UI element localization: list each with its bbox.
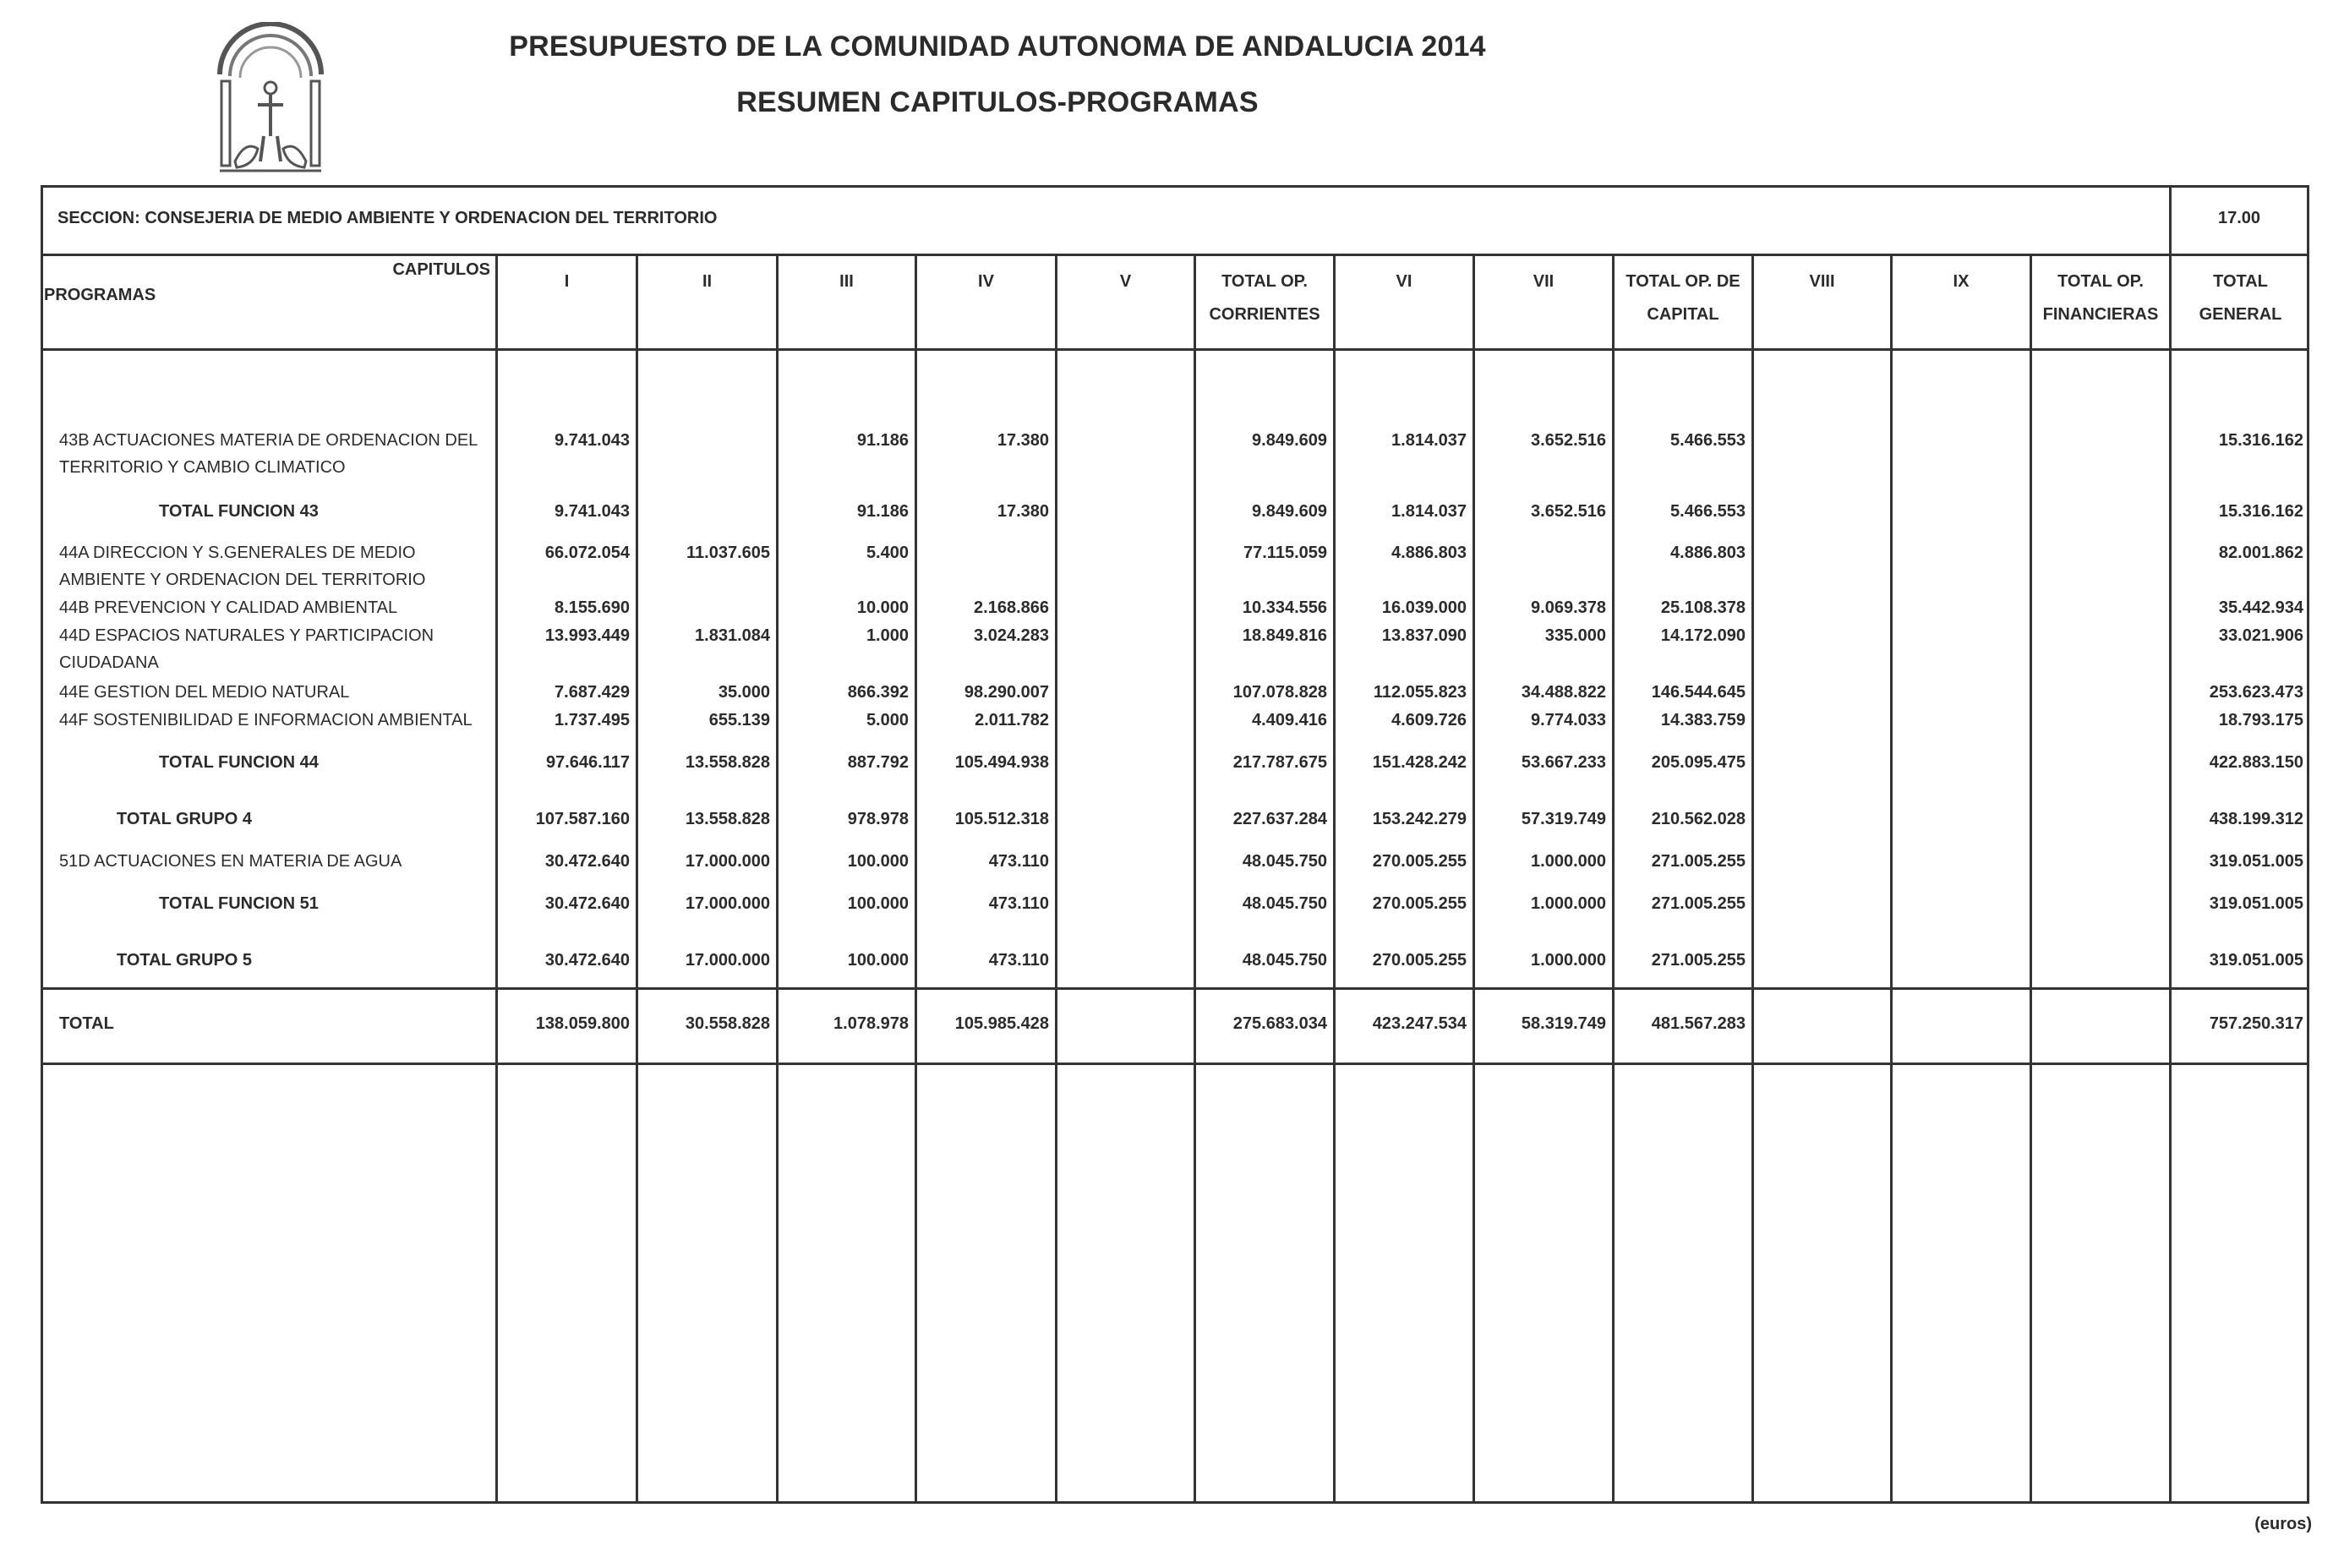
row-value-c4: 473.110 — [988, 951, 1049, 970]
row-label-continued: AMBIENTE Y ORDENACION DEL TERRITORIO — [59, 571, 426, 589]
row-value-c6: 48.045.750 — [1242, 951, 1327, 970]
row-value-c1: 7.687.429 — [555, 683, 630, 702]
row-value-c1: 138.059.800 — [535, 1014, 630, 1033]
header-col-total-general-1: TOTAL — [2213, 272, 2268, 291]
header-col-V: V — [1119, 272, 1132, 291]
header-col-III: III — [839, 272, 854, 291]
row-value-c4: 2.011.782 — [975, 711, 1049, 729]
row-value-c4: 3.024.283 — [974, 626, 1049, 645]
row-value-c9: 4.886.803 — [1670, 544, 1746, 562]
header-col-total-op-corrientes-2: CORRIENTES — [1209, 305, 1320, 324]
header-col-total-op-financieras-2: FINANCIERAS — [2042, 305, 2159, 324]
row-value-c9: 146.544.645 — [1651, 683, 1746, 702]
row-value-c3: 91.186 — [856, 431, 909, 450]
col-divider — [1055, 254, 1057, 1504]
row-value-c2: 17.000.000 — [685, 894, 770, 913]
header-col-VI: VI — [1396, 272, 1412, 291]
row-value-c9: 14.172.090 — [1660, 626, 1746, 645]
header-col-I: I — [564, 272, 570, 291]
row-value-c13: 35.442.934 — [2218, 598, 2303, 617]
row-value-c9: 205.095.475 — [1651, 753, 1746, 772]
row-value-c1: 9.741.043 — [555, 431, 630, 450]
header-capitulos: CAPITULOS — [392, 260, 490, 279]
row-value-c3: 10.000 — [856, 598, 909, 617]
row-value-c7: 4.609.726 — [1391, 711, 1467, 729]
row-label: 44A DIRECCION Y S.GENERALES DE MEDIO — [59, 544, 416, 562]
row-value-c1: 1.737.495 — [555, 711, 630, 729]
row-value-c6: 10.334.556 — [1242, 598, 1327, 617]
header-col-total-op-capital-1: TOTAL OP. DE — [1626, 272, 1740, 291]
row-value-c6: 48.045.750 — [1242, 894, 1327, 913]
row-value-c4: 17.380 — [997, 502, 1049, 521]
divider-header — [41, 348, 2309, 351]
row-label: 51D ACTUACIONES EN MATERIA DE AGUA — [59, 852, 402, 871]
col-divider — [1890, 254, 1893, 1504]
row-value-c4: 17.380 — [997, 431, 1049, 450]
row-value-c13: 15.316.162 — [2218, 431, 2303, 450]
divider-total-bottom — [41, 1063, 2309, 1065]
row-value-c3: 5.400 — [866, 544, 909, 562]
row-value-c8: 9.069.378 — [1531, 598, 1606, 617]
row-value-c1: 8.155.690 — [555, 598, 630, 617]
row-value-c2: 17.000.000 — [685, 852, 770, 871]
row-value-c2: 13.558.828 — [685, 753, 770, 772]
row-value-c9: 271.005.255 — [1651, 894, 1746, 913]
row-value-c8: 3.652.516 — [1531, 431, 1606, 450]
row-value-c8: 1.000.000 — [1531, 852, 1606, 871]
row-value-c2: 35.000 — [718, 683, 770, 702]
row-value-c9: 481.567.283 — [1651, 1014, 1746, 1033]
row-value-c4: 105.985.428 — [954, 1014, 1049, 1033]
header-col-IX: IX — [1953, 272, 1970, 291]
row-label: TOTAL FUNCION 44 — [159, 753, 319, 772]
row-label: 43B ACTUACIONES MATERIA DE ORDENACION DEL — [59, 431, 478, 450]
col-divider — [1751, 254, 1754, 1504]
row-value-c3: 866.392 — [847, 683, 909, 702]
row-value-c13: 253.623.473 — [2209, 683, 2303, 702]
row-value-c2: 1.831.084 — [695, 626, 770, 645]
units-note: (euros) — [2254, 1515, 2312, 1533]
row-value-c9: 14.383.759 — [1660, 711, 1746, 729]
row-value-c7: 153.242.279 — [1372, 810, 1467, 828]
row-value-c6: 9.849.609 — [1252, 502, 1327, 521]
row-value-c7: 16.039.000 — [1381, 598, 1467, 617]
row-value-c7: 4.886.803 — [1391, 544, 1467, 562]
row-value-c7: 270.005.255 — [1372, 852, 1467, 871]
row-value-c2: 30.558.828 — [685, 1014, 770, 1033]
row-value-c2: 17.000.000 — [685, 951, 770, 970]
row-value-c3: 100.000 — [847, 894, 909, 913]
row-value-c7: 1.814.037 — [1391, 502, 1467, 521]
row-value-c9: 5.466.553 — [1670, 431, 1746, 450]
row-label: TOTAL GRUPO 4 — [117, 810, 253, 828]
row-value-c1: 9.741.043 — [555, 502, 630, 521]
row-value-c13: 438.199.312 — [2209, 810, 2303, 828]
row-value-c8: 58.319.749 — [1521, 1014, 1606, 1033]
row-value-c6: 4.409.416 — [1252, 711, 1327, 729]
row-value-c2: 13.558.828 — [685, 810, 770, 828]
row-value-c1: 97.646.117 — [546, 753, 630, 772]
row-value-c6: 18.849.816 — [1242, 626, 1327, 645]
row-value-c7: 112.055.823 — [1373, 683, 1467, 702]
row-value-c9: 271.005.255 — [1651, 852, 1746, 871]
row-label: TOTAL GRUPO 5 — [117, 951, 253, 970]
row-value-c4: 473.110 — [988, 894, 1049, 913]
row-value-c3: 887.792 — [847, 753, 909, 772]
row-value-c8: 57.319.749 — [1521, 810, 1606, 828]
row-value-c8: 34.488.822 — [1521, 683, 1606, 702]
divider-total-top — [41, 987, 2309, 990]
row-value-c1: 107.587.160 — [535, 810, 630, 828]
row-value-c9: 271.005.255 — [1651, 951, 1746, 970]
row-value-c1: 66.072.054 — [544, 544, 630, 562]
row-value-c1: 30.472.640 — [544, 852, 630, 871]
seccion-label: SECCION: CONSEJERIA DE MEDIO AMBIENTE Y ORDENACION DEL TERRITORIO — [57, 209, 718, 227]
header-col-II: II — [702, 272, 713, 291]
row-value-c13: 319.051.005 — [2209, 852, 2303, 871]
row-value-c4: 98.290.007 — [964, 683, 1049, 702]
row-value-c4: 105.512.318 — [954, 810, 1049, 828]
row-value-c13: 319.051.005 — [2209, 951, 2303, 970]
row-value-c6: 217.787.675 — [1232, 753, 1327, 772]
row-value-c8: 335.000 — [1544, 626, 1606, 645]
header-programas: PROGRAMAS — [44, 286, 156, 304]
row-value-c7: 13.837.090 — [1381, 626, 1467, 645]
row-value-c13: 422.883.150 — [2209, 753, 2303, 772]
row-value-c3: 100.000 — [847, 852, 909, 871]
row-value-c6: 77.115.059 — [1243, 544, 1327, 562]
row-value-c8: 9.774.033 — [1531, 711, 1606, 729]
row-value-c7: 270.005.255 — [1372, 894, 1467, 913]
header-col-VII: VII — [1533, 272, 1554, 291]
row-value-c4: 105.494.938 — [954, 753, 1049, 772]
row-value-c7: 151.428.242 — [1372, 753, 1467, 772]
row-value-c6: 9.849.609 — [1252, 431, 1327, 450]
col-divider — [2030, 254, 2032, 1504]
row-value-c1: 13.993.449 — [544, 626, 630, 645]
row-value-c3: 978.978 — [847, 810, 909, 828]
header-col-total-general-2: GENERAL — [2199, 305, 2282, 324]
row-value-c13: 82.001.862 — [2218, 544, 2303, 562]
row-label: 44B PREVENCION Y CALIDAD AMBIENTAL — [59, 598, 398, 617]
row-label: TOTAL — [59, 1014, 114, 1033]
row-value-c13: 15.316.162 — [2218, 502, 2303, 521]
row-label-continued: TERRITORIO Y CAMBIO CLIMATICO — [59, 458, 346, 477]
row-label: TOTAL FUNCION 43 — [159, 502, 319, 521]
header-col-total-op-corrientes-1: TOTAL OP. — [1221, 272, 1308, 291]
row-label: 44E GESTION DEL MEDIO NATURAL — [59, 683, 350, 702]
row-value-c6: 107.078.828 — [1232, 683, 1327, 702]
row-value-c3: 1.000 — [866, 626, 909, 645]
table-frame — [41, 185, 2309, 1504]
page-title: PRESUPUESTO DE LA COMUNIDAD AUTONOMA DE ANDALUCIA 2014 — [509, 30, 1486, 63]
header-col-total-op-financieras-1: TOTAL OP. — [2057, 272, 2144, 291]
row-value-c6: 227.637.284 — [1232, 810, 1327, 828]
row-value-c1: 30.472.640 — [544, 951, 630, 970]
row-value-c13: 757.250.317 — [2209, 1014, 2303, 1033]
row-value-c3: 91.186 — [856, 502, 909, 521]
row-value-c4: 473.110 — [988, 852, 1049, 871]
row-value-c4: 2.168.866 — [974, 598, 1049, 617]
header-col-IV: IV — [978, 272, 994, 291]
col-divider — [636, 254, 638, 1504]
row-label: 44F SOSTENIBILIDAD E INFORMACION AMBIENTAL — [59, 711, 473, 729]
row-value-c9: 210.562.028 — [1651, 810, 1746, 828]
page-subtitle: RESUMEN CAPITULOS-PROGRAMAS — [736, 86, 1259, 118]
row-value-c6: 275.683.034 — [1232, 1014, 1327, 1033]
row-value-c3: 5.000 — [866, 711, 909, 729]
row-value-c13: 18.793.175 — [2218, 711, 2303, 729]
row-value-c8: 53.667.233 — [1521, 753, 1606, 772]
row-value-c9: 25.108.378 — [1660, 598, 1746, 617]
row-value-c8: 1.000.000 — [1531, 894, 1606, 913]
row-value-c7: 270.005.255 — [1372, 951, 1467, 970]
row-label: TOTAL FUNCION 51 — [159, 894, 319, 913]
row-value-c7: 1.814.037 — [1391, 431, 1467, 450]
row-value-c9: 5.466.553 — [1670, 502, 1746, 521]
header-col-total-op-capital-2: CAPITAL — [1647, 305, 1719, 324]
row-label-continued: CIUDADANA — [59, 653, 159, 672]
row-value-c13: 33.021.906 — [2218, 626, 2303, 645]
row-value-c8: 1.000.000 — [1531, 951, 1606, 970]
header-col-VIII: VIII — [1809, 272, 1835, 291]
row-value-c3: 1.078.978 — [833, 1014, 909, 1033]
row-value-c2: 11.037.605 — [686, 544, 770, 562]
seccion-code: 17.00 — [2217, 209, 2261, 227]
row-value-c2: 655.139 — [708, 711, 770, 729]
row-label: 44D ESPACIOS NATURALES Y PARTICIPACION — [59, 626, 434, 645]
row-value-c1: 30.472.640 — [544, 894, 630, 913]
row-value-c8: 3.652.516 — [1531, 502, 1606, 521]
row-value-c6: 48.045.750 — [1242, 852, 1327, 871]
row-value-c7: 423.247.534 — [1372, 1014, 1467, 1033]
row-value-c13: 319.051.005 — [2209, 894, 2303, 913]
row-value-c3: 100.000 — [847, 951, 909, 970]
